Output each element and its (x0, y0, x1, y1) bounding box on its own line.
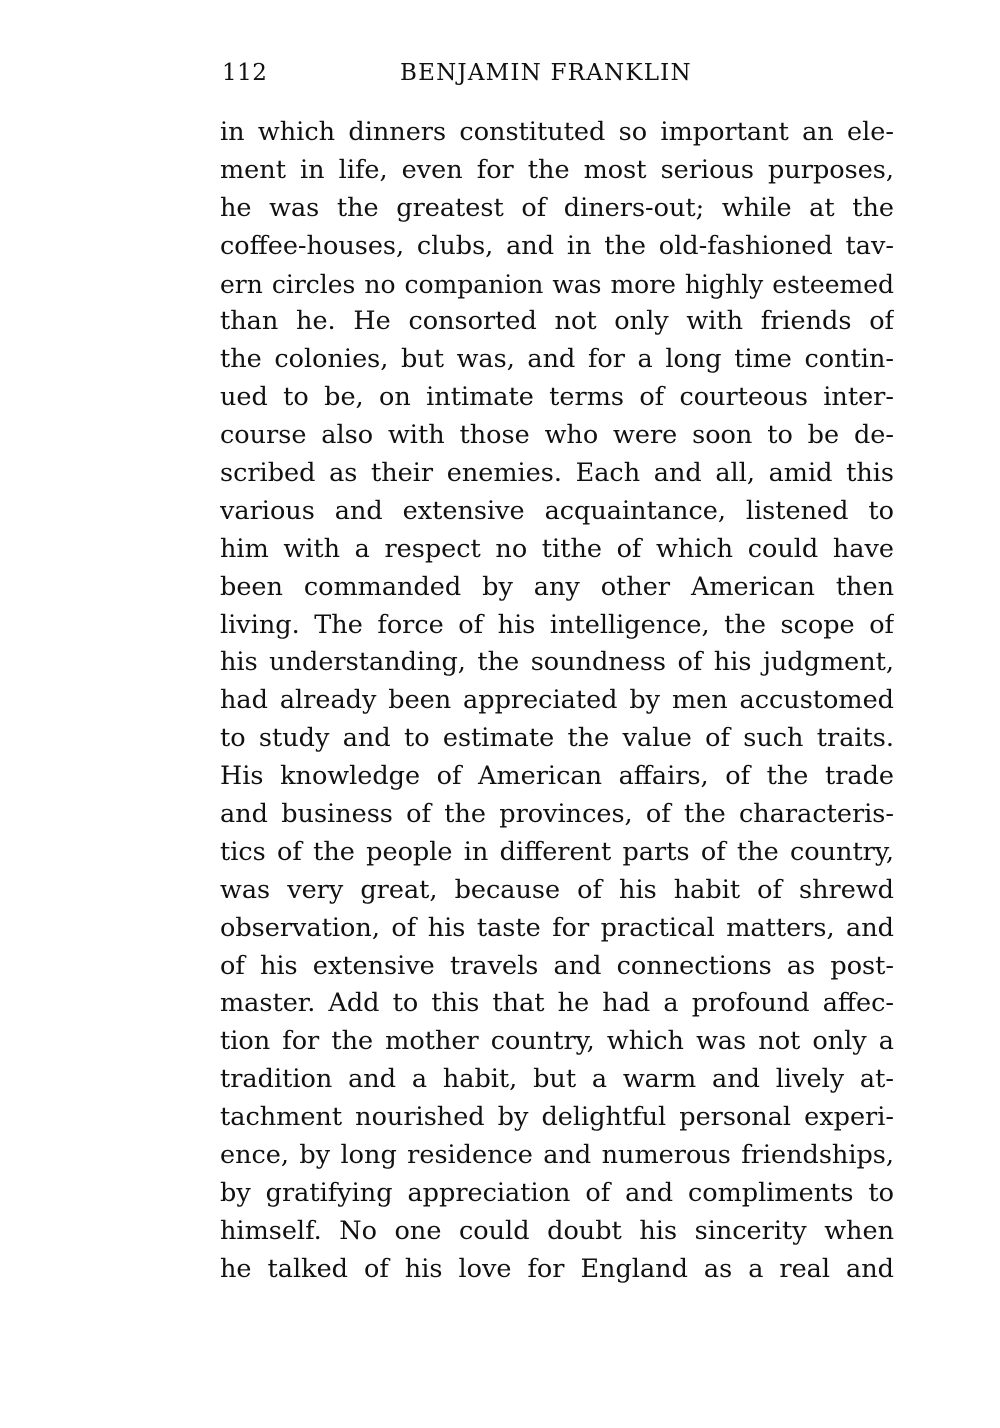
text-line: had already been appreciated by men accustomed (220, 685, 894, 716)
running-title: BENJAMIN FRANKLIN (400, 60, 692, 86)
text-line: the colonies, but was, and for a long time contin- (220, 344, 894, 375)
text-line: master. Add to this that he had a profound affec- (220, 988, 894, 1019)
text-line: he was the greatest of diners-out; while at the (220, 192, 894, 223)
page-number: 112 (222, 60, 268, 86)
text-line: been commanded by any other American then (220, 571, 894, 602)
text-line: of his extensive travels and connections as post- (220, 950, 894, 981)
text-line: tics of the people in different parts of the country, (220, 836, 894, 867)
text-line: living. The force of his intelligence, the scope of (220, 609, 894, 640)
text-line: himself. No one could doubt his sincerity when (220, 1215, 894, 1246)
text-line: ued to be, on intimate terms of courteous inter- (220, 382, 894, 413)
text-line: course also with those who were soon to be de- (220, 420, 894, 451)
text-line: than he. He consorted not only with friends of (220, 306, 894, 337)
text-line: tion for the mother country, which was not only a (220, 1026, 894, 1057)
text-line: ern circles no companion was more highly esteemed (220, 269, 894, 299)
text-line: ment in life, even for the most serious purposes, (220, 154, 894, 185)
text-line: various and extensive acquaintance, listened to (220, 495, 894, 526)
text-line: ence, by long residence and numerous friendships, (220, 1140, 894, 1171)
text-line: by gratifying appreciation of and compliments to (220, 1177, 894, 1208)
text-line: His knowledge of American affairs, of the trade (220, 761, 894, 792)
text-line: he talked of his love for England as a real and (220, 1253, 894, 1284)
body-text (220, 114, 894, 1289)
text-line: tachment nourished by delightful personal experi- (220, 1102, 894, 1133)
text-line: coffee-houses, clubs, and in the old-fashioned tav- (220, 230, 894, 261)
text-line: was very great, because of his habit of shrewd (220, 874, 894, 905)
text-line: to study and to estimate the value of such traits. (220, 723, 894, 754)
text-line: in which dinners constituted so important an ele- (220, 117, 894, 147)
text-line: and business of the provinces, of the characteris- (220, 799, 894, 830)
text-line: tradition and a habit, but a warm and lively at- (220, 1064, 894, 1095)
running-head (222, 60, 894, 100)
text-line: observation, of his taste for practical matters, and (220, 912, 894, 943)
text-line: his understanding, the soundness of his judgment, (220, 647, 894, 678)
text-line: him with a respect no tithe of which could have (220, 533, 894, 564)
text-line: scribed as their enemies. Each and all, amid this (220, 458, 894, 489)
